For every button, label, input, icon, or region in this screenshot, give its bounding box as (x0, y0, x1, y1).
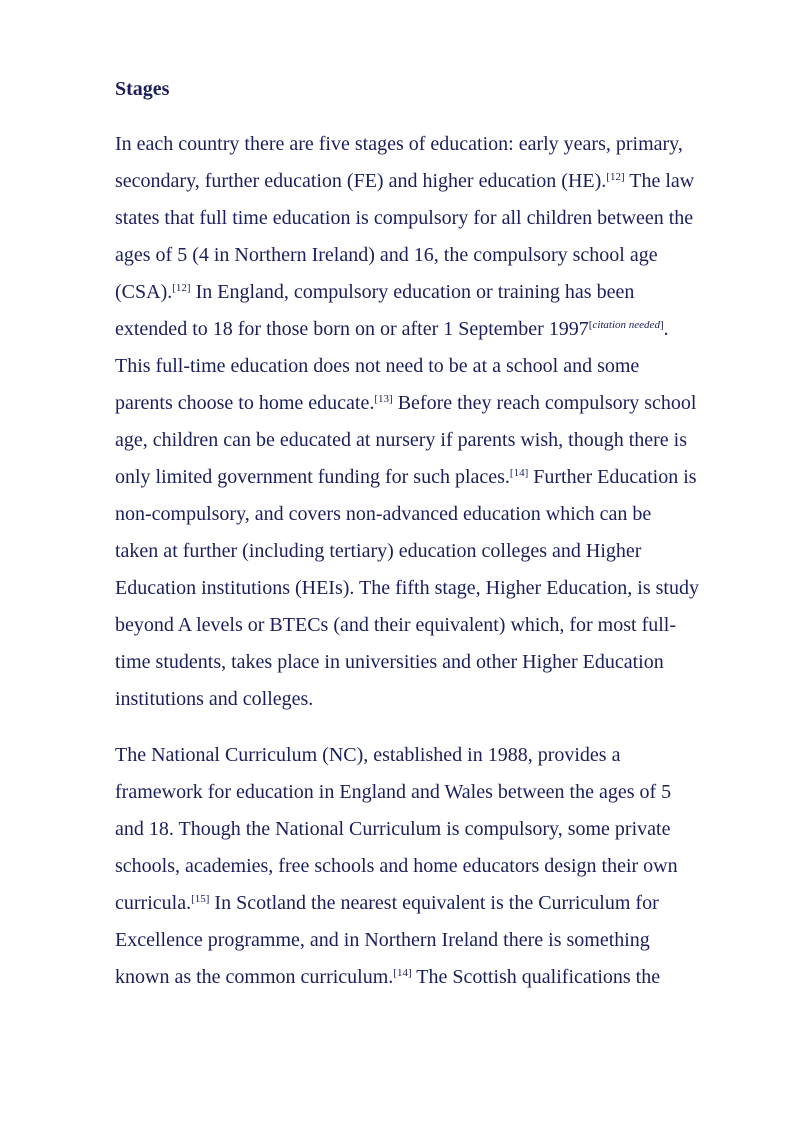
text-line (115, 274, 755, 311)
text-span: curricula. (115, 892, 192, 914)
citation-link[interactable]: [14] (509, 467, 529, 479)
text-span: (CSA). (115, 281, 173, 303)
text-span: The Scottish qualifications the (411, 966, 661, 988)
text-span: known as the common curriculum. (115, 966, 394, 988)
text-line (115, 496, 755, 533)
citation-link[interactable]: [12] (606, 171, 625, 183)
section-heading: Stages (115, 78, 170, 100)
bracket: [ (588, 319, 593, 331)
text-span: institutions and colleges. (115, 688, 314, 710)
text-span: This full-time education does not need to be at a school and some (115, 355, 640, 377)
text-line (115, 737, 755, 774)
text-span: states that full time education is compulsory for all children between the (115, 207, 694, 229)
text-span: In England, compulsory education or training has been (190, 281, 635, 303)
text-span: only limited government funding for such places. (115, 466, 510, 488)
text-span: non-compulsory, and covers non-advanced education which can be (115, 503, 652, 525)
citation-link[interactable]: [14] (393, 967, 412, 979)
text-line (115, 163, 755, 200)
text-span: secondary, further education (FE) and higher education (HE). (115, 170, 607, 192)
text-span: . (663, 318, 669, 340)
bracket: ] (659, 319, 664, 331)
text-span: taken at further (including tertiary) education colleges and Higher (115, 540, 642, 562)
text-span: In Scotland the nearest equivalent is the Curriculum for (209, 892, 659, 914)
text-span: Education institutions (HEIs). The fifth stage, Higher Education, is study (115, 577, 699, 599)
text-span: beyond A levels or BTECs (and their equivalent) which, for most full- (115, 614, 676, 636)
text-span: parents choose to home educate. (115, 392, 375, 414)
paragraph-national-curriculum (115, 737, 755, 996)
text-line (115, 681, 755, 718)
text-line (115, 811, 755, 848)
text-line (115, 922, 755, 959)
text-line (115, 570, 755, 607)
text-line (115, 848, 755, 885)
text-span: Excellence programme, and in Northern Ireland there is something (115, 929, 650, 951)
text-span: The law (624, 170, 695, 192)
text-line (115, 348, 755, 385)
text-span: age, children can be educated at nursery if parents wish, though there is (115, 429, 688, 451)
text-line (115, 644, 755, 681)
text-span: Before they reach compulsory school (392, 392, 697, 414)
text-span: framework for education in England and Wales between the ages of 5 (115, 781, 672, 803)
text-line (115, 533, 755, 570)
text-line (115, 774, 755, 811)
paragraph-stages (115, 126, 755, 718)
text-span: time students, takes place in universities and other Higher Education (115, 651, 664, 673)
citation-link[interactable]: [12] (172, 282, 191, 294)
text-span: ages of 5 (4 in Northern Ireland) and 16, the compulsory school age (115, 244, 658, 266)
text-line (115, 126, 755, 163)
text-span: schools, academies, free schools and home educators design their own (115, 855, 678, 877)
citation-needed-text: citation needed (592, 319, 660, 331)
citation-needed-link[interactable] (589, 319, 664, 331)
citation-link[interactable]: [13] (374, 393, 393, 405)
text-span: In each country there are five stages of education: early years, primary, (115, 133, 683, 155)
text-line (115, 422, 755, 459)
text-line (115, 607, 755, 644)
text-line (115, 885, 755, 922)
text-line (115, 459, 755, 496)
text-line (115, 959, 755, 996)
text-span: extended to 18 for those born on or after 1 September 1997 (115, 318, 589, 340)
text-line (115, 311, 755, 348)
text-span: The National Curriculum (NC), established in 1988, provides a (115, 744, 621, 766)
text-line (115, 237, 755, 274)
text-span: and 18. Though the National Curriculum is compulsory, some private (115, 818, 671, 840)
citation-link[interactable]: [15] (191, 893, 210, 905)
text-line (115, 200, 755, 237)
text-span: Further Education is (528, 466, 697, 488)
document-body (115, 74, 755, 996)
text-line (115, 385, 755, 422)
